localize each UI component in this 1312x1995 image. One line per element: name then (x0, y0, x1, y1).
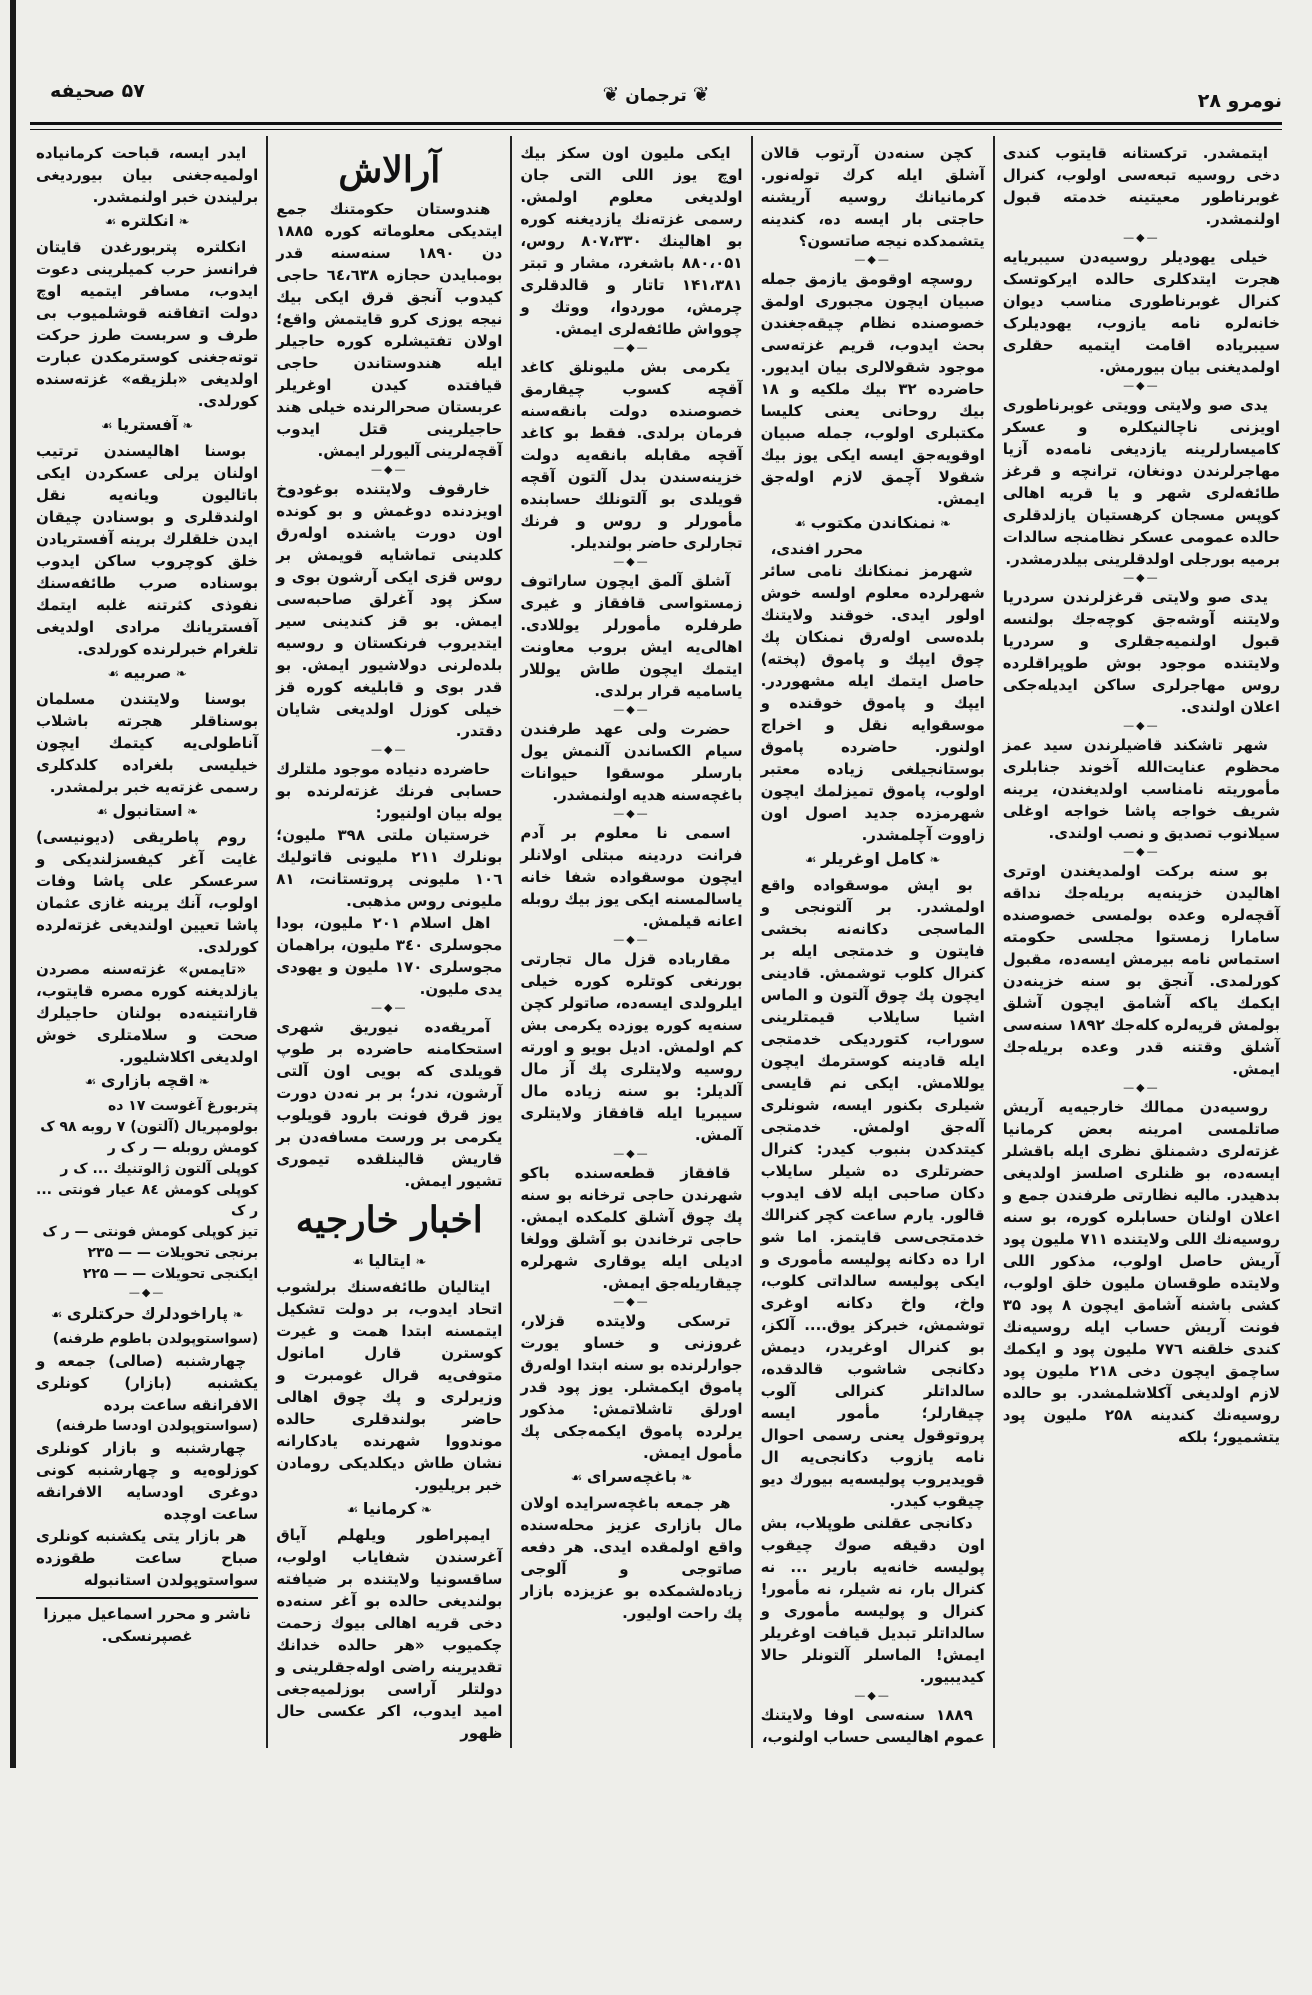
section-heading: ❧ آفستریا ☙ (36, 412, 258, 440)
publisher-footer: ناشر و محرر اسماعیل میرزا غصپرنسکی. (36, 1597, 258, 1647)
newspaper-page (10, 0, 1302, 1768)
separator: —◆— (613, 807, 650, 820)
scan-edge (10, 0, 16, 1768)
article-paragraph: ترسکی ولایتده قزلار، غروزنی و خساو یورت جوارلرنده بو سنه ابتدا اوله‌رق پاموق ایکمشلر. یوز پود قدر اورلق تاشلاتمش: مذکور یرلرده پاموق ایکمه‌جکی پك مأمول ایمش. (520, 1312, 743, 1462)
separator: —◆— (613, 1295, 650, 1308)
listing-line: (سواستوپولدن اودسا طرفنه) (55, 1418, 259, 1434)
article-paragraph: بو سنه برکت اولمدیغندن اوتری اهالیدن خزینه‌یه بریله‌جك نداقه آقچه‌لره وعده بولمسی خصوصنده سامارا زمستوا مجلسی حکومته استماس نامه بیرمش ایسه‌ده، مقبول کورلمدی. آنجق بو سنه خزینه‌دن ایکمك یاکه آشامق ایچون آشلق بولمش قریه‌لره کله‌جك ۱۸۹۲ سنه‌سی آشلق وقتنه قدر وعده بریله‌جك ایمش. (1002, 862, 1280, 1078)
article-paragraph: چهارشنبه و بازار کونلری کوزلوه‌یه و چهارشنبه کونی دوغری اودسایه الافرانقه ساعت اوچده (36, 1439, 259, 1523)
header-rule-thin (30, 129, 1282, 130)
separator: —◆— (128, 1286, 166, 1299)
article-paragraph: ایتالیان طائفه‌سنك برلشوب اتحاد ایدوب، بر دولت تشکیل ایتمسنه ابتدا همت و غیرت کوسترن قارل امانول متوفی‌یه قرال غومبرت و وزیرلری و پك چوق اهالی حاضر بولندقلری حالده موندووا شهرنده یادکارانه نشان طاش دیکلدیکی رومادن خبر بریلیور. (276, 1278, 503, 1494)
separator: —◆— (1123, 719, 1160, 732)
article-paragraph: اسمی نا معلوم بر آدم فرانت دردینه مبتلی اولانلر ایچون موسقواده شفا خانه یاسالمسنه ایکی یوز بیك روبله اعانه قیلمش. (520, 824, 743, 930)
listing-line: تیز کوپلی کومش فونتی — ر ک (42, 1224, 259, 1240)
article-paragraph: حضرت ولی عهد طرفندن سیام الکساندن آلنمش یول بارسلر موسقوا حیوانات باغچه‌سنه هدیه اولنمشدر. (520, 720, 743, 804)
article-paragraph: مقاربادە قزل مال تجارتی بورنغی کوتلره کوره خیلی ایلرولدی ایسه‌ده، صاتولر کچن سنه‌یه کوره یوزده یکرمی بش کم اولمش. ادیل بویو و اورته روسیه ولایتلری پك آز مال آلدیلر: بو سنه زیاده مال سیبریا ایله قافقاز ولایتلری آلمش. (520, 950, 743, 1144)
article-paragraph: یدی صو ولایتی قرغزلرندن سردریا ولایتنه آوشه‌جق کوچه‌جك بولنسه قبول اولنمیه‌جقلری و سردریا ولایتنده موجود بوش طوپراقلرده روس مهاجرلری ساکن ایدیله‌جکی اعلان اولندی. (1002, 588, 1280, 716)
article-paragraph: ۱۸۸۹ سنه‌سی اوفا ولایتنك عموم اهالیسی حساب اولنوب، (760, 1706, 985, 1746)
section-heading: ❧ استانبول ☙ (36, 798, 258, 826)
article-paragraph: قافقاز قطعه‌سنده باکو شهرندن حاجی ترخانه بو سنه پك چوق آشلق کلمکده ایمش. حاجی ترخاندن بو آشلق وولغا ادیلی ایله یوقاری شهرلره چیقاریله‌جق ایمش. (520, 1164, 743, 1292)
section-heading: ❧ نمنکاندن مکتوب ☙ (761, 510, 985, 538)
article-paragraph: چهارشنبه (صالی) جمعه و یکشنبه (بازار) کونلری الافرانقه ساعت برده (36, 1352, 259, 1414)
article-paragraph: آمریقه‌ده نیوریق شهری استحکامنه حاضرده بر طوپ قویلدی که بویی اون آلتی آرشون، ندر؛ بر بر نه‌دن دورت یوز قرق فونت بارود قویلوب یکرمی بر ورست مسافه‌دن بر قاریش قالینلقده تیموری تشیور ایمش. (276, 1018, 503, 1190)
article-paragraph: ایمپراطور ویلهلم آیاق آغرسندن شفایاب اولوب، ساقسونیا ولایتنده بر ضیافته بولندیغی حالده بو آغر سنه‌ده دخی قریه اهالی بیوك زحمت چکمیوب «هر حالده خدانك تقدیرینه راضی اوله‌جقلرینی و دولتلر آراسی بوزلمیه‌جغی امید ایدوب، اکر عکسی حال ظهور (276, 1526, 503, 1742)
separator: —◆— (1123, 845, 1160, 858)
separator: —◆— (613, 555, 650, 568)
listing-line: بولومپریال (آلتون) ۷ روبه ۹۸ ک (40, 1119, 259, 1135)
section-heading: ❧ انکلتره ☙ (36, 208, 258, 236)
separator: —◆— (613, 703, 650, 716)
article-paragraph: یدی صو ولایتی وویتی غوبرناطوری اویزنی ناچالنیکلره و عسکر کامیسارلرینه یازدیغی نامه‌ده آزیا مهاجرلرندن دونغان، ترانچه و قرغز طائفه‌لری شهر و یا قریه اهالی کوپس مسجان کرهستیان یازلدقلری حالده عمومی عسکر نظامنجه سالدات برمیه بورجلی اولدقلرینی بیلدرمشدر. (1002, 396, 1280, 568)
separator: —◆— (1123, 379, 1160, 392)
article-paragraph: اهل اسلام ۲۰۱ ملیون، بودا مجوسلری ۳٤۰ ملیون، براهمان مجوسلری ۱۷۰ ملیون و یهودی یدی ملیون. (276, 914, 503, 998)
article-paragraph: شهر تاشکند قاضیلرندن سید عمز محظوم عنایت‌الله آخوند جنابلری مأموریته نامناسب اولدیغندن، یرینه شریف خواجه پاشا خواجه اوغلی سیلانوب تصدیق و نصب اولندی. (1002, 736, 1280, 842)
article-paragraph: شهرمز نمنکانك نامی سائر شهرلرده معلوم اولسه خوش اولور ایدی. خوقند ولایتنك بلده‌سی اوله‌رق نمنکان پك چوق ایپك و پاموق (پخته) حاصل ایتمك ایله مشهوردر. ایپك و پاموق خوقنده و موسقوایه نقل و اخراج اولنور. حاضرده پاموق بوستانجیلغی زیاده معتبر اولوب، پاموق تمیزلمك ایچون شهرمزده جدید اصول اون زاووت آچلمشدر. (760, 562, 985, 844)
section-heading: ❧ کامل اوغریلر ☙ (761, 846, 985, 874)
section-heading: ❧ اقچه بازاری ☙ (36, 1068, 258, 1096)
article-paragraph: هر بازار یتی یکشنبه کونلری صباح ساعت طقوزده سواستوپولدن استانبوله (36, 1527, 259, 1589)
header-rule (30, 122, 1282, 125)
newspaper-title (596, 82, 715, 106)
article-paragraph: هر جمعه باغچه‌سرایده اولان مال بازاری عزیز محله‌سنده واقع اولمقده ایدی. هر دفعه صاتوجی و آلوجی زیاده‌لشمکده بو عزیزده بازار پك راحت اولیور. (520, 1494, 743, 1622)
title-text: ترجمان (625, 86, 687, 106)
article-paragraph: حاضرده دنیاده موجود ملتلرك حسابی فرنك غزته‌لرنده بو یوله بیان اولنیور: (276, 760, 503, 822)
article-paragraph: هندوستان حکومتنك جمع ایتدیکی معلوماته کوره ۱۸۸۵ دن ۱۸۹۰ سنه‌سنه قدر بومبایدن حجازه ٦٤،٦۳۸ حاجی کیدوب آنجق قرق ایکی بیك نیجه یوزی کرو قایتمش واقع؛ اولان تفتیشلره کوره حاجیلر ایله هندوستاندن حاجی قیافتده کیدن اوغریلر عربستان صحرالرنده خیلی هند حاجیلرینی قتل ایدوب آقچه‌لرینی آلیورلر ایمش. (276, 200, 503, 460)
article-paragraph: روسچه اوقومق یازمق جمله صبیان ایچون مجبوری اولمق خصوصنده نظام چیقه‌جغندن بحث ایدوب، قریم غزته‌سی موجود شقولالری بیان ایدیور. حاضرده ۳۲ بیك ملکیه و ۱۸ بیك روحانی یعنی کلیسا مکتبلری اولوب، جمله صبیان اوقویه‌جق ایسه ایکی یوز بیك شقولا آچمق لازم اوله‌جق ایمش. (760, 270, 985, 508)
ornament-icon: ❦ (692, 82, 710, 106)
masthead (30, 80, 1282, 120)
separator: —◆— (1123, 231, 1160, 244)
article-paragraph: ایتمشدر. ترکستانه قایتوب کندی دخی روسیه تبعه‌سی اولوب، کنرال غوبرناطور معیتینه خدمته قبول اولنمشدر. (1002, 144, 1280, 228)
article-paragraph: خارقوف ولایتنده بوغودوخ اویزدنده دوغمش و بو کونده اون دورت یاشنده اوله‌رق کلدینی تماشایه قویمش بر روس قزی ایکی آرشون بوی و سکز پود آغرلق صاحبه‌سی ایمش. بو قز کندینی سیر ایتدیروب فرنکستان و روسیه بلده‌لرنی دولاشیور ایمش. بو قدر بوی و قابلیغه کوره قز خیلی کوزل اولدیغی شایان دقتدر. (276, 480, 503, 740)
listing-line: (سواستوپولدن باطوم طرفنه) (52, 1331, 259, 1347)
article-paragraph: ایدر ایسه، قباحت کرمانیاده اولمیه‌جغنی بیان بیوردیغی برلیندن خبر اولنمشدر. (36, 144, 259, 206)
columns (28, 136, 1288, 1748)
article-paragraph: ایکی ملیون اون سکز بیك اوچ یوز اللی التی جان اولدیغی معلوم اولمش. رسمی غزته‌نك یازدیغنه کوره بو اهالینك ۸۰۷،۳۳۰ روس، ۸۸۰،۰۵۱ باشغرد، مشار و تبتر ۱۴۱،۳۸۱ تاتار و قالدقلری چرمش، موردوا، ووتك و چوواش طائفه‌لری ایمش. (520, 144, 743, 338)
section-heading: ❧ باغچه‌سرای ☙ (520, 1464, 742, 1492)
listing-line: برنجی تحویلات — — ۲۳۵ (87, 1245, 259, 1261)
listing-line: کوپلی آلتون ژالوتنیك ... ک ر (60, 1161, 259, 1177)
separator: —◆— (854, 1689, 891, 1702)
article-paragraph: بوسنا ولایتندن مسلمان بوسناقلر هجرته باشلاب آناطولی‌یه کیتمك ایچون خیلیسی بلغراده کلدکلری رسمی غزته‌یه خبر برلمشدر. (36, 690, 259, 796)
listing-line: کوپلی کومش ۸٤ عیار فونتی ... ر ک (36, 1182, 259, 1219)
listing-line: ایکنجی تحویلات — — ۲۲۵ (82, 1266, 259, 1282)
article-paragraph: روم پاطریقی (دیونیسی) غایت آغر کیفسزلندیکی و سرعسکر علی پاشا وفات اولوب، آنك یرینه غازی عثمان پاشا تعیین اولندیغی غزته‌لرده کورلدی. (36, 828, 259, 956)
article-paragraph: روسیه‌دن ممالك خارجیه‌یه آریش صاتلمسی امرینه بعض کرمانیا غزته‌لری دشمنلق نظری ایله باقشلر ایسه‌ده، بو ظنلری اصلسز اولدیغی بدهیدر. مالیه نظارتی طرفندن جمع و اعلان اولنان حسابلره کوره، بو سنه روسیه‌نك اللی ولایتنده ۷۱۱ ملیون پود آریش حاصل اولوب، مذکور اللی ولایتده طوقسان ملیون خلق اولوب، کشی باشنه آشامق ایچون ۸ پود ۳۵ فونت آریش حساب ایله روسیه‌نك کندی خلقنه ۷۷٦ ملیون پود و ایکمك ساچمق ایچون دخی ۲۱۸ ملیون پود لازم اولدیغی آکلاشلمشدر. بو حالده روسیه‌نك کندینه ۲۵۸ ملیون پود یتشمیور؛ بلکه (1002, 1098, 1280, 1446)
salutation: محرر افندی، (770, 540, 864, 558)
article-paragraph: بو ایش موسقواده واقع اولمشدر. بر آلتونجی و الماسجی دکانه‌نه بخشی فایتون و خدمتجی ایله بر کنرال کلوب توشمش. قادینی ایچون پك چوق آلتون و الماس اشیا سایلاب قیمتلرینی سوراب، کتوردیکی خدمتجی ایله قادینه کوسترمك ایچون یوللامش. ایکی نم قایسی شیلری بکنور ایسه، شونلری آله‌جق اولمش. خدمتجی کیتدکدن بنبوب کیدر: کنرال حضرتلری ده شیلر سایلاب دکان صاحبی ایله لاف ایدوب قالور. یارم ساعت کچر کنرالك خدمتجی‌سی قایتمز. اما شو ارا ده دکانه پولیسه مأموری و ایکی پولیسه سالداتی کلوب، واخ، واخ دکانه اوغری توشمش، خبرکز یوق.... آلکز، بو کنرال اوغریدر، دیمش دکانجی شاشوب قالدقده، سالداتلر کنرالی آلوب چیقارلر؛ مأمور ایسه پروتوقول یعنی رسمی احوال نامه یازوب دکانجی‌یه ال قویدیروب پولیسه‌یه بیورك دیو چیقوب کیدر. (760, 876, 985, 1510)
article-paragraph: بوسنا اهالیسندن ترتیب اولنان یرلی عسکردن ایکی باتالیون ویانه‌یه نقل اولندقلری و بوسنادن چیقان ایدن خلقلرك برینه آفستریادن خلق کوچروب ساکن ایدوب بوسناده صرب طائفه‌سنك نفوذی کثرتنه غلبه ایتمك آفستریانك مرادی اولدیغی تلغرام خبرلرنده کورلدی. (36, 442, 259, 658)
separator: —◆— (371, 743, 408, 756)
separator: —◆— (371, 1001, 408, 1014)
separator: —◆— (613, 1147, 650, 1160)
separator: —◆— (613, 341, 650, 354)
section-heading: ❧ ایتالیا ☙ (276, 1248, 502, 1276)
issue-number: نومرو ۲۸ (1197, 90, 1282, 112)
article-paragraph: خرستیان ملتی ۳۹۸ ملیون؛ بونلرك ۲۱۱ ملیونی قاتولیك ۱۰٦ ملیونی پروتستانت، ۸۱ ملیونی روس مذهبی. (276, 826, 503, 910)
article-paragraph: کچن سنه‌دن آرتوب قالان آشلق ایله کرك توله‌نور. کرمانیانك روسیه آریشنه حاجتی بار ایسه ده، کندینه یتشمدکده نیجه صاتسون؟ (760, 144, 985, 250)
separator: —◆— (1123, 571, 1160, 584)
separator: —◆— (371, 463, 408, 476)
column-3 (510, 136, 750, 1748)
ornament-icon: ❦ (602, 82, 620, 106)
article-paragraph: خیلی یهودیلر روسیه‌دن سیبریایه هجرت ایتدکلری حالده ایرکوتسک کنرال غوبرناطوری مناسب دیوان خانه‌لره نامه یازوب، یهودیلرک سیبریاده اقامت ایتمیه حقلری اولمدیغنی بیان بیورمش. (1002, 248, 1280, 376)
article-paragraph: یکرمی بش ملیونلق کاغد آقچه کسوب چیقارمق خصوصنده دولت بانقه‌سنه فرمان برلدی. فقط بو کاغد آقچه مقابله بانقه‌یه دولت خزینه‌سندن بدل آلتون آقچه قویلدی بو آلتونلك حسابنده مأمورلر و روس و فرنك تجارلری حاضر بولندیلر. (520, 358, 743, 552)
page-number: ۵۷ صحیفه (50, 80, 145, 102)
separator: —◆— (613, 933, 650, 946)
listing-line: کومش روبله — ر ک ر (107, 1140, 259, 1156)
column-4 (266, 136, 510, 1748)
section-heading: ❧ صربیه ☙ (36, 660, 258, 688)
listing-line: پتربورغ آغوست ۱۷ ده (107, 1098, 259, 1114)
section-heading: ❧ کرمانیا ☙ (276, 1496, 502, 1524)
column-5 (28, 136, 266, 1748)
article-paragraph: دکانجی عقلنی طوپلاب، بش اون دقیقه صوك چیقوب پولیسه خانه‌یه باریر ... نه کنرال بار، نه شیلر، نه مأمور! کنرال و پولیسه مأموری و سالداتلر تبدیل قیافت اوغریلر ایمش! الماسلر آلتونلر حالا کیدیبیور. (760, 1514, 985, 1686)
article-paragraph: آشلق آلمق ایچون ساراتوف زمستواسی قافقاز و غیری طرفلره مأمورلر یوللادی. اهالی‌یه ایش بروب معاونت ایتمك ایچون طاش یوللار یاسامیه قرار برلدی. (520, 572, 743, 700)
column-2 (751, 136, 993, 1748)
separator: —◆— (854, 253, 891, 266)
section-heading: ❧ پاراخودلرك حرکتلری ☙ (36, 1301, 258, 1329)
article-paragraph: انکلتره پتربورغدن قایتان فرانسز حرب کمیلرینی دعوت ایدوب، مسافر ایتمیه اوچ دولت اتفاقنه قوشلمیوب بی طرف و سربست طرز حرکت توته‌جغنی کوسترمکدن عبارت اولدیغی «بلزیقه» غزته‌سنده کورلدی. (36, 238, 259, 410)
separator: —◆— (1123, 1081, 1160, 1094)
article-paragraph: «تایمس» غزته‌سنه مصردن یازلدیغنه کوره مصره قایتوب، قارانتینه‌ده بولنان حاجیلرك صحت و سلامتلری خوش اولدیغی اکلاشلیور. (36, 960, 259, 1066)
section-title: اخبار خارجیه (295, 1199, 483, 1241)
column-1 (993, 136, 1288, 1748)
section-title: آرالاش (338, 149, 441, 191)
